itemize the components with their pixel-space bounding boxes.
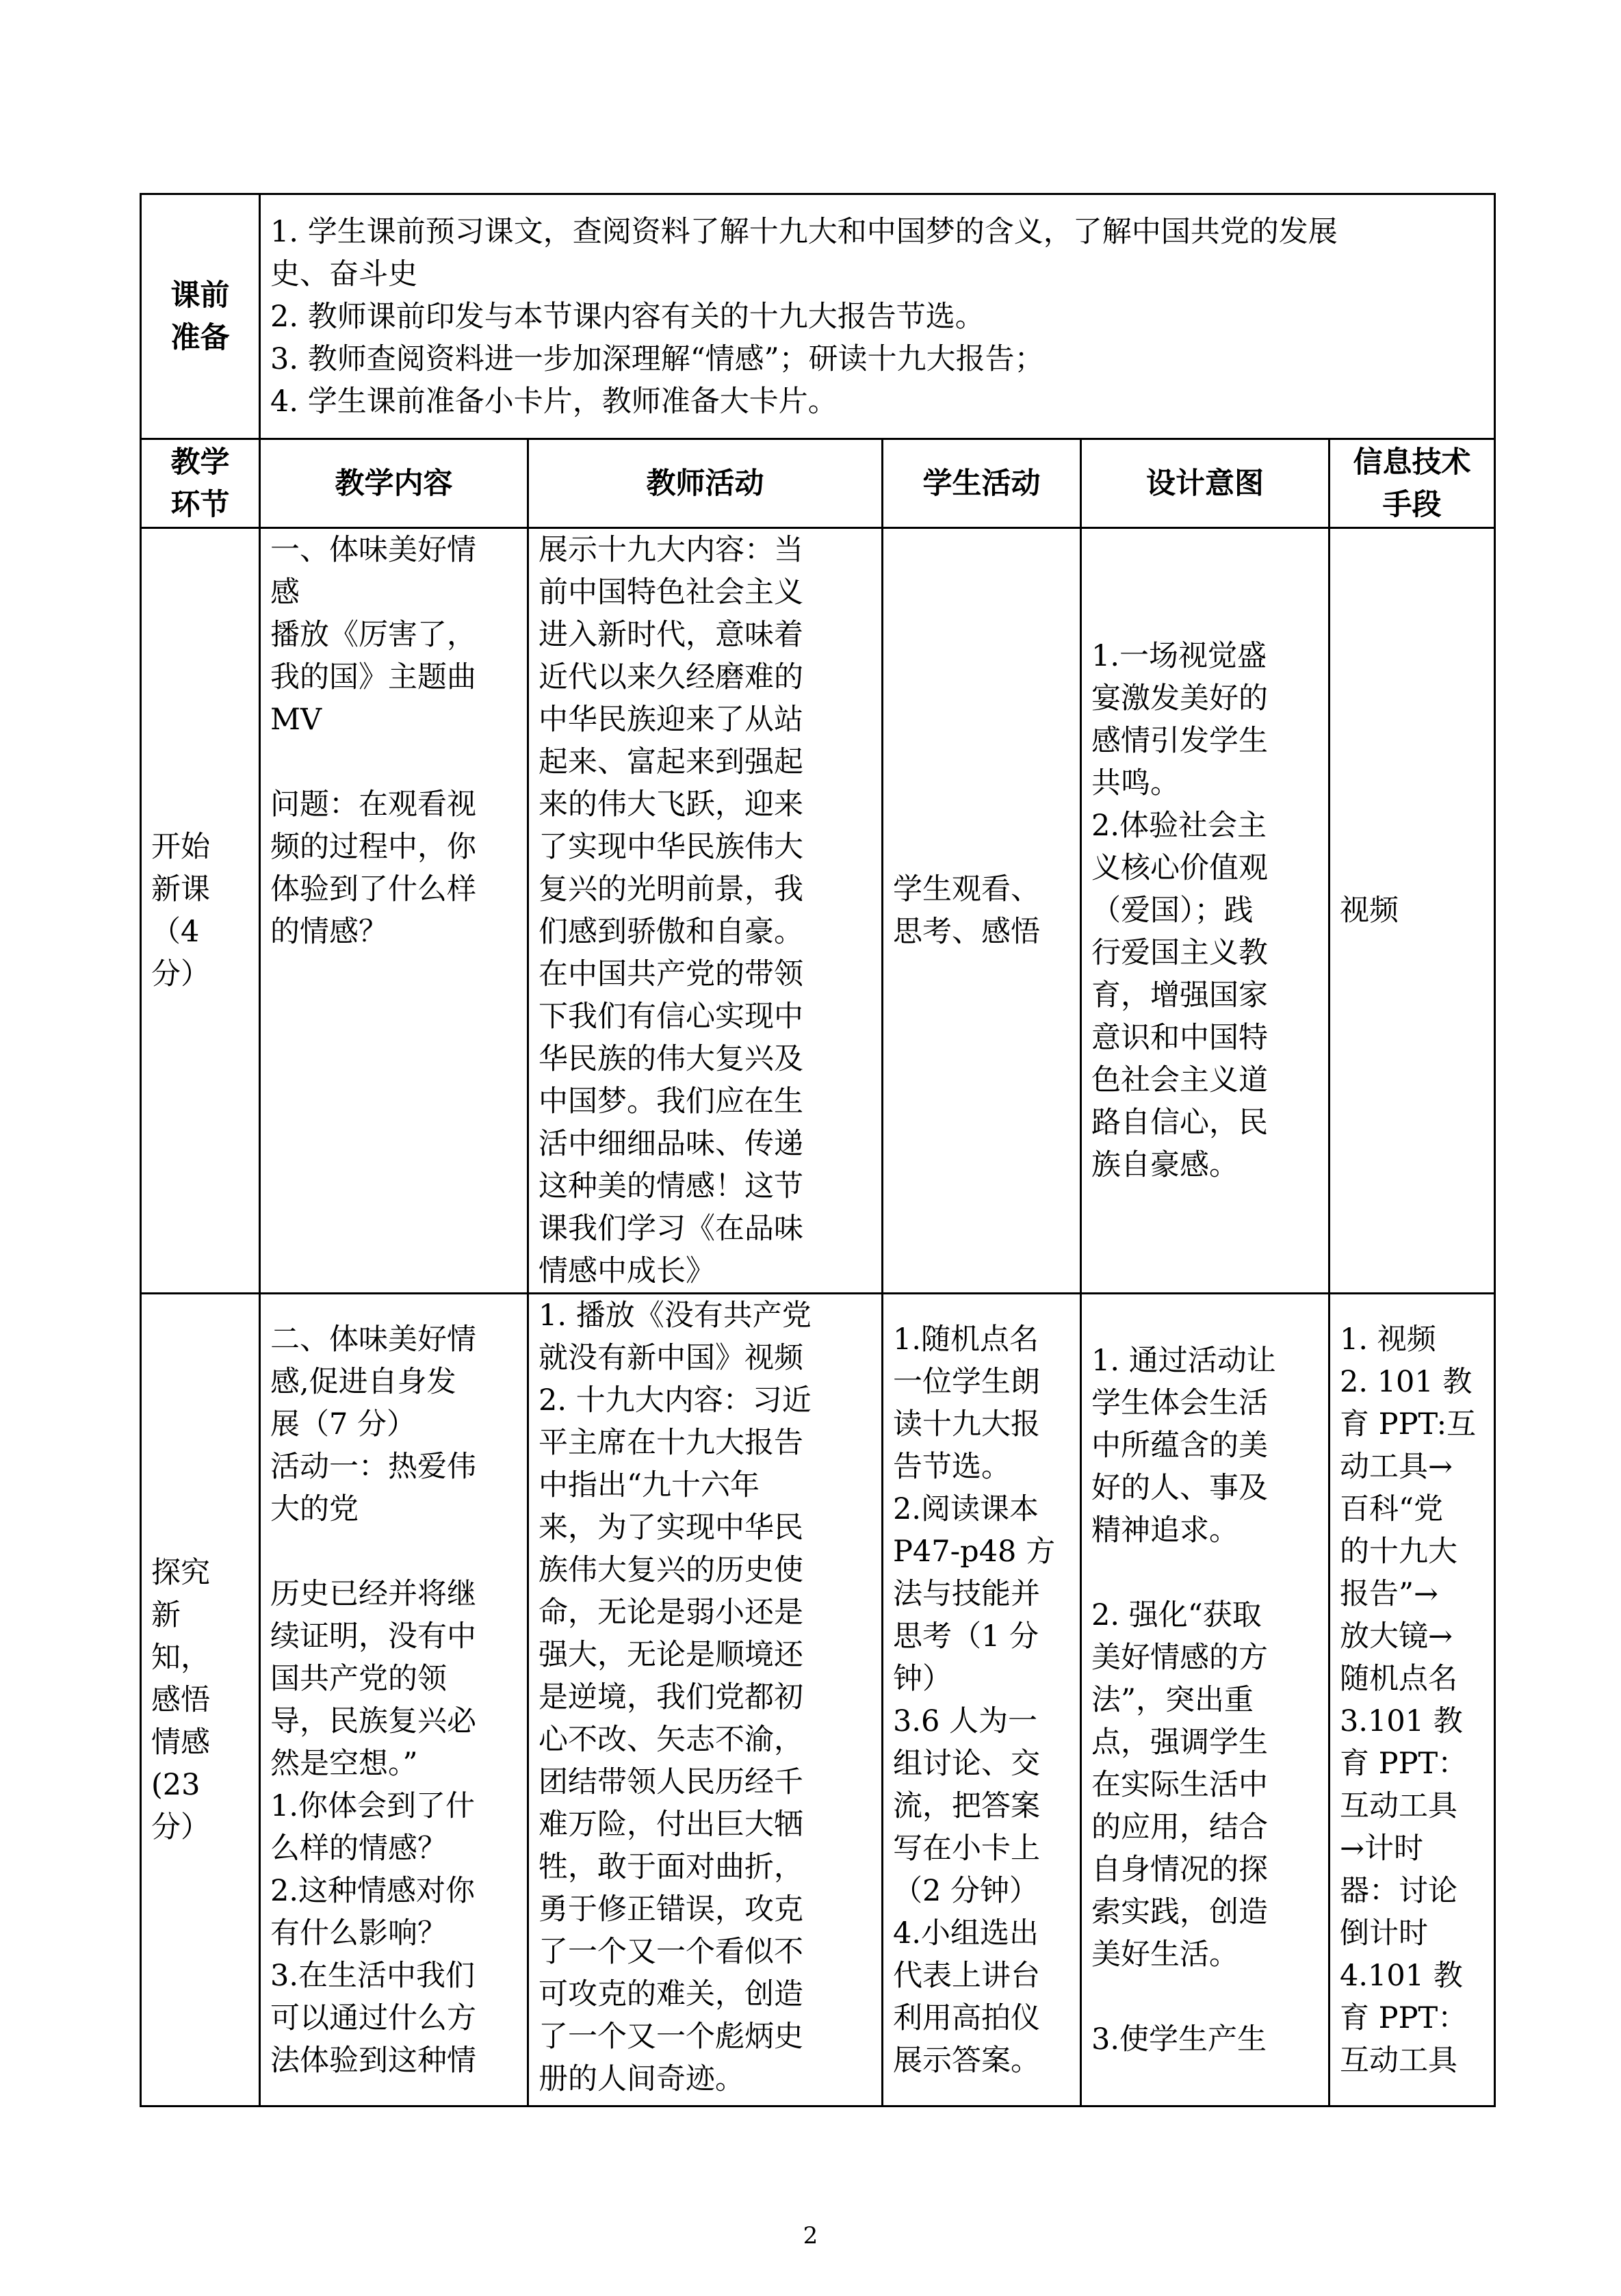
cell-line: 钟）: [893, 1661, 952, 1696]
cell-line: 中国梦。我们应在生: [539, 1084, 803, 1119]
cell-line: 在中国共产党的带领: [539, 957, 803, 991]
cell-line: 读十九大报: [893, 1407, 1040, 1441]
cell-line: 放大镜→: [1340, 1619, 1453, 1654]
cell-line: 法”，突出重: [1091, 1682, 1254, 1717]
cell-line: 4.小组选出: [893, 1916, 1039, 1951]
cell-line: 共鸣。: [1091, 766, 1180, 800]
cell-line: （4: [151, 915, 200, 949]
cell-line: 来，为了实现中华民: [539, 1511, 803, 1545]
teacher-activity-cell: [528, 528, 883, 1294]
design-intent-cell: [1081, 528, 1330, 1294]
header-design: 设计意图: [1081, 439, 1330, 528]
prep-item: 史、奋斗史: [270, 257, 417, 291]
cell-line: 互动工具: [1340, 1788, 1457, 1823]
cell-line: （2 分钟）: [893, 1873, 1039, 1908]
design-intent-cell: [1081, 1294, 1330, 2106]
header-stage-line: 环节: [170, 487, 230, 522]
cell-line: 么样的情感？: [270, 1831, 447, 1866]
cell-line: 意识和中国特: [1091, 1021, 1268, 1055]
cell-line: 法与技能并: [893, 1576, 1040, 1611]
stage-cell: [141, 1294, 260, 2106]
cell-line: 色社会主义道: [1091, 1063, 1268, 1097]
cell-line: 了一个又一个彪炳史: [539, 2020, 803, 2054]
header-teacher: 教师活动: [528, 439, 883, 528]
content-cell: [260, 1294, 528, 2106]
cell-line: 中华民族迎来了从站: [539, 703, 803, 737]
cell-line: 1.随机点名: [893, 1322, 1039, 1357]
cell-line: 的应用，结合: [1091, 1810, 1268, 1844]
cell-line: [1091, 1976, 1319, 2018]
prep-label-line: 准备: [170, 320, 230, 355]
prep-row: [141, 194, 1495, 439]
student-activity-cell: [883, 528, 1081, 1294]
cell-line: 美好生活。: [1091, 1937, 1239, 1972]
cell-line: 百科“党: [1340, 1491, 1443, 1526]
row-start-lesson: [141, 528, 1495, 1294]
cell-line: 平主席在十九大报告: [539, 1426, 803, 1460]
cell-line: 情感中成长》: [539, 1254, 715, 1288]
cell-line: 育 PPT：: [1340, 1746, 1468, 1781]
cell-line: 我的国》主题曲: [270, 660, 476, 694]
cell-line: 动工具→: [1340, 1449, 1453, 1484]
cell-line: 难万险，付出巨大牺: [539, 1808, 803, 1842]
cell-line: 然是空想。”: [270, 1746, 418, 1781]
cell-line: 育 PPT：: [1340, 2000, 1468, 2035]
cell-line: 二、体味美好情: [270, 1322, 476, 1357]
cell-line: 近代以来久经磨难的: [539, 660, 803, 694]
cell-line: 就没有新中国》视频: [539, 1341, 803, 1375]
cell-line: 3.使学生产生: [1091, 2022, 1267, 2057]
cell-line: (23: [151, 1767, 200, 1802]
cell-line: 一、体味美好情: [270, 533, 476, 567]
cell-line: 告节选。: [893, 1449, 1011, 1484]
cell-line: 活动一：热爱伟: [270, 1449, 476, 1484]
cell-line: P47-p48 方: [893, 1534, 1056, 1569]
cell-line: 这种美的情感！这节: [539, 1169, 803, 1203]
prep-item: 4. 学生课前准备小卡片，教师准备大卡片。: [270, 384, 838, 419]
cell-line: 1.你体会到了什: [270, 1788, 476, 1823]
cell-line: 族伟大复兴的历史使: [539, 1553, 803, 1587]
cell-line: 续证明，没有中: [270, 1619, 476, 1654]
cell-line: 视频: [1340, 893, 1399, 928]
cell-line: 育 PPT:互: [1340, 1407, 1477, 1441]
cell-line: 中指出“九十六年: [539, 1468, 760, 1502]
cell-line: 新: [151, 1597, 181, 1632]
cell-line: 课我们学习《在品味: [539, 1212, 803, 1246]
cell-line: 新课: [151, 872, 210, 906]
cell-line: 展（7 分）: [270, 1407, 417, 1441]
prep-item: 1. 学生课前预习课文，查阅资料了解十九大和中国梦的含义，了解中国共党的发展: [270, 214, 1338, 249]
stage-cell: [141, 528, 260, 1294]
header-tech-line: 手段: [1382, 487, 1442, 522]
cell-line: 中所蕴含的美: [1091, 1428, 1268, 1463]
cell-line: 好的人、事及: [1091, 1470, 1268, 1505]
prep-content-cell: [260, 194, 1495, 439]
cell-line: 学生观看、: [893, 872, 1040, 906]
cell-line: 1.一场视觉盛: [1091, 639, 1267, 673]
cell-line: 分）: [151, 957, 210, 991]
cell-line: 复兴的光明前景，我: [539, 872, 803, 906]
cell-line: 倒计时: [1340, 1916, 1428, 1951]
cell-line: 们感到骄傲和自豪。: [539, 915, 803, 949]
cell-line: 可以通过什么方: [270, 2000, 476, 2035]
cell-line: 了一个又一个看似不: [539, 1935, 803, 1969]
cell-line: 团结带领人民历经千: [539, 1765, 803, 1799]
cell-line: 下我们有信心实现中: [539, 1000, 803, 1034]
cell-line: 利用高拍仪: [893, 2000, 1040, 2035]
header-row: [141, 439, 1495, 528]
cell-line: 2.阅读课本: [893, 1491, 1039, 1526]
cell-line: 路自信心，民: [1091, 1106, 1268, 1140]
cell-line: 写在小卡上: [893, 1831, 1040, 1866]
cell-line: 国共产党的领: [270, 1661, 447, 1696]
cell-line: 进入新时代，意味着: [539, 618, 803, 652]
cell-line: 来的伟大飞跃，迎来: [539, 787, 803, 822]
cell-line: 有什么影响？: [270, 1916, 447, 1951]
cell-line: 3.6 人为一: [893, 1704, 1038, 1738]
cell-line: 的情感？: [270, 915, 388, 949]
cell-line: 命，无论是弱小还是: [539, 1595, 803, 1630]
header-student: 学生活动: [883, 439, 1081, 528]
cell-line: 体验到了什么样: [270, 872, 476, 906]
prep-item: 3. 教师查阅资料进一步加深理解“情感”；研读十九大报告；: [270, 341, 1044, 376]
cell-line: 组讨论、交: [893, 1746, 1040, 1781]
cell-line: 开始: [151, 830, 210, 864]
cell-line: 族自豪感。: [1091, 1148, 1239, 1182]
cell-line: 感: [270, 575, 300, 610]
cell-line: 活中细细品味、传递: [539, 1127, 803, 1161]
cell-line: 历史已经并将继: [270, 1576, 476, 1611]
cell-line: 2. 101 教: [1340, 1364, 1473, 1399]
header-content: 教学内容: [260, 439, 528, 528]
cell-line: 学生体会生活: [1091, 1385, 1268, 1420]
teacher-activity-cell: [528, 1294, 883, 2106]
cell-line: 牲，敢于面对曲折，: [539, 1850, 803, 1884]
cell-line: 1. 视频: [1340, 1322, 1436, 1357]
cell-line: →计时: [1340, 1831, 1424, 1866]
cell-line: 问题：在观看视: [270, 787, 476, 822]
cell-line: 导，民族复兴必: [270, 1704, 476, 1738]
cell-line: 自身情况的探: [1091, 1852, 1268, 1887]
cell-line: 一位学生朗: [893, 1364, 1040, 1399]
header-stage: [141, 439, 260, 528]
cell-line: 4.101 教: [1340, 1958, 1463, 1993]
cell-line: 随机点名: [1340, 1661, 1457, 1696]
lesson-plan-table: [140, 193, 1496, 2107]
cell-line: （爱国）；践: [1091, 893, 1254, 928]
cell-line: 册的人间奇迹。: [539, 2062, 744, 2096]
cell-line: 美好情感的方: [1091, 1640, 1268, 1675]
cell-line: 2.体验社会主: [1091, 809, 1267, 843]
cell-line: 1. 通过活动让: [1091, 1343, 1276, 1378]
cell-line: 3.101 教: [1340, 1704, 1463, 1738]
header-stage-line: 教学: [170, 445, 230, 480]
cell-line: 分）: [151, 1810, 210, 1844]
tech-means-cell: [1330, 1294, 1495, 2106]
cell-line: 流，把答案: [893, 1788, 1040, 1823]
cell-line: 1. 播放《没有共产党: [539, 1299, 812, 1333]
cell-line: 强大，无论是顺境还: [539, 1638, 803, 1672]
cell-line: 宴激发美好的: [1091, 681, 1268, 716]
prep-label-line: 课前: [170, 278, 230, 313]
cell-line: 华民族的伟大复兴及: [539, 1042, 803, 1076]
cell-line: 展示十九大内容：当: [539, 533, 803, 567]
cell-line: 3.在生活中我们: [270, 1958, 476, 1993]
cell-line: 2. 十九大内容：习近: [539, 1383, 812, 1418]
cell-line: 法体验到这种情: [270, 2043, 476, 2078]
cell-line: 知，: [151, 1640, 210, 1675]
cell-line: 思考（1 分: [893, 1619, 1039, 1654]
cell-line: 可攻克的难关，创造: [539, 1977, 803, 2011]
cell-line: 勇于修正错误，攻克: [539, 1892, 803, 1927]
cell-line: 思考、感悟: [893, 915, 1040, 949]
cell-line: 频的过程中，你: [270, 830, 476, 864]
cell-line: 报告”→: [1340, 1576, 1439, 1611]
cell-line: 展示答案。: [893, 2043, 1040, 2078]
row-explore: [141, 1294, 1495, 2106]
cell-line: 是逆境，我们党都初: [539, 1680, 803, 1714]
page-number: 2: [803, 2222, 818, 2249]
cell-line: 代表上讲台: [893, 1958, 1040, 1993]
cell-line: 探究: [151, 1555, 210, 1590]
header-tech: [1330, 439, 1495, 528]
cell-line: 感情引发学生: [1091, 724, 1268, 758]
cell-line: 互动工具: [1340, 2043, 1457, 2078]
cell-line: 2.这种情感对你: [270, 1873, 476, 1908]
cell-line: 育，增强国家: [1091, 978, 1268, 1013]
cell-line: 起来、富起来到强起: [539, 745, 803, 779]
content-cell: [260, 528, 528, 1294]
cell-line: 器：讨论: [1340, 1873, 1457, 1908]
cell-line: 感悟: [151, 1682, 210, 1717]
cell-line: 心不改、矢志不渝，: [539, 1723, 803, 1757]
prep-label-cell: [141, 194, 260, 439]
cell-line: 大的党: [270, 1491, 359, 1526]
cell-line: [270, 741, 517, 783]
prep-item: 2. 教师课前印发与本节课内容有关的十九大报告节选。: [270, 299, 985, 334]
header-tech-line: 信息技术: [1353, 445, 1471, 480]
cell-line: 播放《厉害了，: [270, 618, 476, 652]
cell-line: 2. 强化“获取: [1091, 1597, 1262, 1632]
cell-line: 前中国特色社会主义: [539, 575, 803, 610]
cell-line: [270, 1530, 517, 1573]
cell-line: 在实际生活中: [1091, 1767, 1268, 1802]
student-activity-cell: [883, 1294, 1081, 2106]
cell-line: 行爱国主义教: [1091, 936, 1268, 970]
cell-line: 义核心价值观: [1091, 851, 1268, 885]
tech-means-cell: [1330, 528, 1495, 1294]
cell-line: 点，强调学生: [1091, 1725, 1268, 1760]
cell-line: [1091, 1552, 1319, 1594]
cell-line: 的十九大: [1340, 1534, 1457, 1569]
cell-line: 情感: [151, 1725, 210, 1760]
cell-line: 索实践，创造: [1091, 1894, 1268, 1929]
cell-line: 了实现中华民族伟大: [539, 830, 803, 864]
cell-line: MV: [270, 703, 322, 737]
cell-line: 精神追求。: [1091, 1513, 1239, 1548]
cell-line: 感,促进自身发: [270, 1364, 456, 1399]
